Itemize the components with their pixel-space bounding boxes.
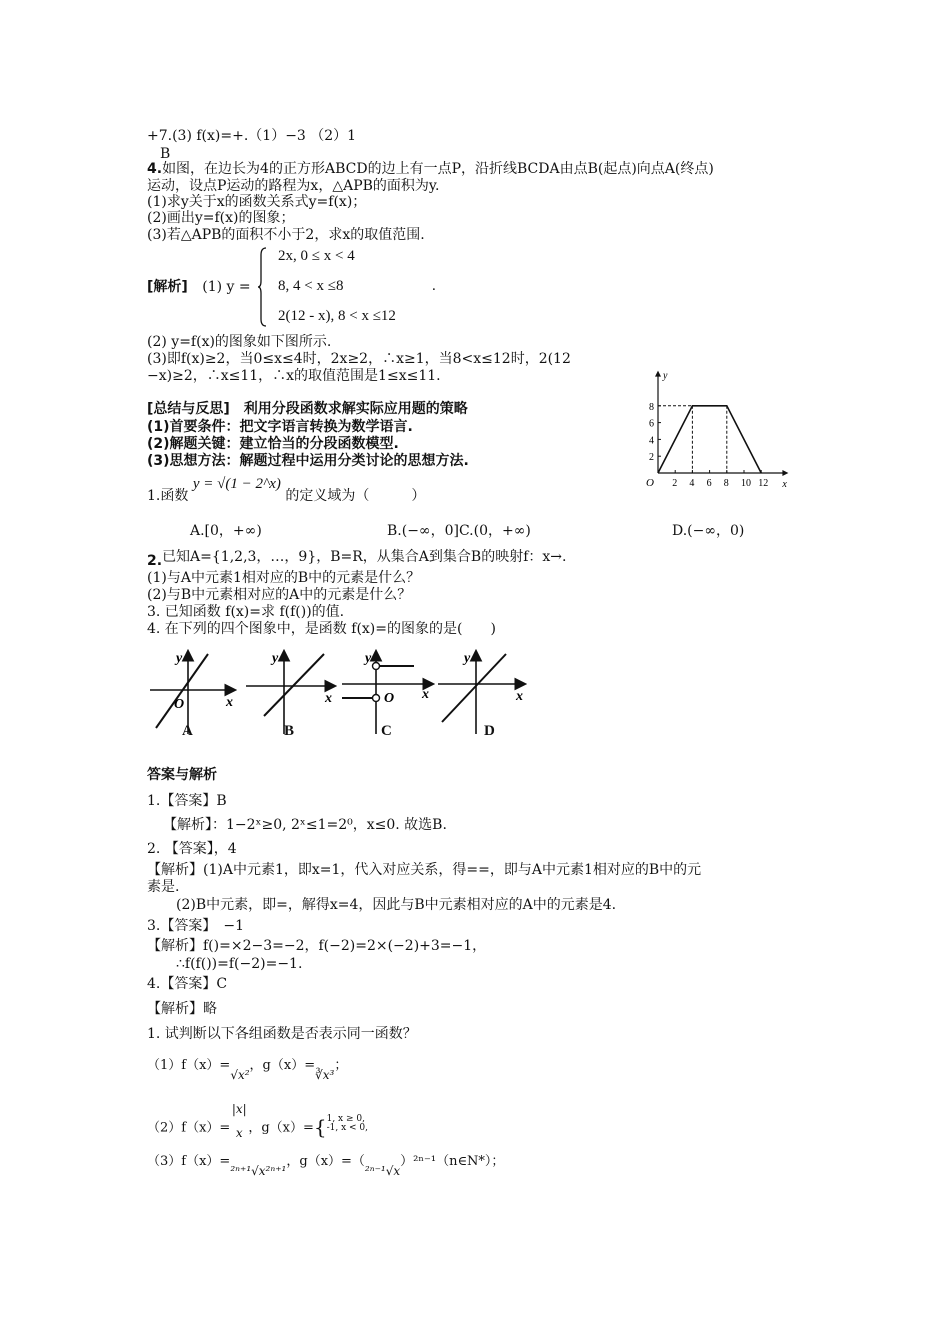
origin-label: O bbox=[646, 477, 654, 488]
graph-label-b: B bbox=[284, 723, 295, 739]
y-tick-label: 2 bbox=[649, 452, 654, 464]
e1-p3-f: （3）f（x）= bbox=[147, 1154, 231, 1169]
solution-3-line-1: (3)即f(x)≥2，当0≤x≤4时，2x≥2，∴x≥1，当8<x≤12时，2(12 bbox=[147, 351, 571, 367]
e1-p1-g: ，g（x）= bbox=[249, 1058, 316, 1073]
piece-1: 2x, 0 ≤ x < 4 bbox=[278, 248, 355, 264]
e1-p3-g: ，g（x）=（ bbox=[286, 1154, 365, 1169]
e1-p2-case1: 1, x ≥ 0, bbox=[326, 1114, 365, 1124]
y-tick-label: 4 bbox=[649, 435, 654, 447]
x-tick-label: 6 bbox=[706, 478, 712, 488]
answer-3: 3.【答案】 −1 bbox=[147, 918, 244, 934]
solution-tag: [解析] bbox=[147, 279, 188, 295]
summary-title: [总结与反思] 利用分段函数求解实际应用题的策略 bbox=[147, 401, 468, 417]
svg-text:y: y bbox=[365, 651, 372, 666]
problem-4-part-3: (3)若△APB的面积不小于2，求x的取值范围. bbox=[147, 227, 425, 243]
summary-1: (1)首要条件：把文字语言转换为数学语言. bbox=[147, 419, 413, 435]
e1-p2-f: （2）f（x）= bbox=[147, 1120, 231, 1136]
y-axis-arrow bbox=[655, 371, 661, 377]
q1-stem bbox=[147, 476, 426, 505]
answer-1-exp: 【解析】：1−2ˣ≥0, 2ˣ≤1=2⁰，x≤0. 故选B. bbox=[163, 817, 447, 833]
svg-text:y: y bbox=[464, 651, 471, 666]
q1-formula: y = √(1 − 2^x) bbox=[192, 476, 281, 492]
e1-p3-end: ）²ⁿ⁻¹（n∈N*）； bbox=[400, 1154, 505, 1169]
solution-2: (2) y=f(x)的图象如下图所示. bbox=[147, 334, 332, 350]
piece-3: 2(12 - x), 8 < x ≤12 bbox=[278, 308, 396, 324]
exercise-1-part-3 bbox=[147, 1152, 505, 1178]
solution-3-line-2: −x)≥2，∴x≤11，∴x的取值范围是1≤x≤11. bbox=[147, 368, 441, 384]
svg-text:y: y bbox=[272, 651, 279, 666]
answer-4: 4.【答案】C bbox=[147, 976, 228, 992]
svg-text:O: O bbox=[174, 697, 185, 712]
problem-4-part-1: (1)求y关于x的函数关系式y=f(x)； bbox=[147, 194, 367, 210]
svg-text:O: O bbox=[384, 691, 395, 706]
y-tick-label: 6 bbox=[649, 418, 654, 430]
svg-text:x: x bbox=[422, 687, 429, 702]
problem-text: 如图，在边长为4的正方形ABCD的边上有一点P，沿折线BCDA由点B(起点)向点A(终点) bbox=[162, 161, 714, 177]
problem-4-line-1 bbox=[147, 160, 714, 178]
option-bc: B.(−∞，0]C.(0，+∞) bbox=[387, 523, 531, 539]
graph-label-c: C bbox=[381, 723, 392, 739]
graph-c bbox=[342, 651, 432, 734]
line-01: +7.(3) f(x)=+.（1）−3 （2）1 bbox=[147, 128, 357, 144]
graph-label-a: A bbox=[182, 723, 193, 739]
e1-p2-frac bbox=[230, 1102, 248, 1146]
x-tick-label: 2 bbox=[672, 478, 678, 488]
summary-2: (2)解题关键：建立恰当的分段函数模型. bbox=[147, 436, 399, 452]
x-tick-label: 8 bbox=[723, 478, 729, 488]
answers-title: 答案与解析 bbox=[147, 767, 217, 783]
problem-number: 4. bbox=[147, 161, 163, 177]
q2-part-1: (1)与A中元素1相对应的B中的元素是什么？ bbox=[147, 570, 421, 586]
line-02: B bbox=[160, 146, 171, 162]
svg-text:x: x bbox=[516, 689, 523, 704]
e1-p2-den: x bbox=[235, 1126, 243, 1140]
answer-1: 1.【答案】B bbox=[147, 793, 227, 809]
q3-stem: 3. 已知函数 f(x)=求 f(f())的值. bbox=[147, 604, 345, 620]
e1-p1-f: （1）f（x）= bbox=[147, 1058, 231, 1073]
q2-number: 2. bbox=[147, 553, 163, 569]
x-axis-label: x bbox=[782, 479, 787, 488]
piece-end: . bbox=[432, 278, 436, 294]
graph-a bbox=[150, 651, 234, 734]
svg-text:y: y bbox=[176, 651, 183, 666]
trapezoid-chart bbox=[640, 368, 800, 488]
svg-text:x: x bbox=[226, 695, 233, 710]
problem-4-part-2: (2)画出y=f(x)的图象； bbox=[147, 210, 295, 226]
q1-prefix: 1.函数 bbox=[147, 488, 189, 504]
four-graphs-figure bbox=[146, 646, 536, 746]
summary-3: (3)思想方法：解题过程中运用分类讨论的思想方法. bbox=[147, 453, 469, 469]
graph-label-d: D bbox=[484, 723, 495, 739]
answer-3-exp-1: 【解析】f()=×2−3=−2，f(−2)=2×(−2)+3=−1， bbox=[147, 938, 487, 954]
answer-2-exp-3: (2)B中元素，即=，解得x=4，因此与B中元素相对应的A中的元素是4. bbox=[176, 897, 617, 913]
answer-2-exp-2: 素是. bbox=[147, 879, 180, 895]
svg-text:x: x bbox=[325, 691, 332, 706]
answer-4-exp: 【解析】略 bbox=[147, 1001, 217, 1017]
function-graph bbox=[658, 406, 761, 473]
answer-3-exp-2: ∴f(f())=f(−2)=−1. bbox=[176, 956, 303, 972]
y-axis-label: y bbox=[663, 370, 668, 382]
problem-4-line-2: 运动，设点P运动的路程为x，△APB的面积为y. bbox=[147, 178, 440, 194]
e1-p1-end: ； bbox=[334, 1058, 348, 1073]
e1-p2-brace: { bbox=[313, 1114, 327, 1139]
solution-label bbox=[147, 278, 251, 296]
e1-p2-case2: -1, x < 0, bbox=[326, 1123, 369, 1133]
y-tick-label: 8 bbox=[649, 401, 654, 413]
graph-d bbox=[438, 651, 524, 734]
piece-2: 8, 4 < x ≤8 bbox=[278, 278, 344, 294]
q1-suffix: 的定义域为（ ） bbox=[285, 488, 426, 504]
q2-stem bbox=[147, 548, 567, 569]
x-tick-label: 4 bbox=[689, 478, 695, 488]
q4-stem: 4. 在下列的四个图象中，是函数 f(x)=的图象的是( ) bbox=[147, 621, 496, 637]
e1-p2-cases bbox=[327, 1115, 368, 1133]
q2-part-2: (2)与B中元素相对应的A中的元素是什么？ bbox=[147, 587, 412, 603]
e1-p2-g: ，g（x）= bbox=[248, 1120, 314, 1136]
exercise-1-part-2 bbox=[147, 1102, 369, 1146]
e1-p1-g-formula: ∛x³ bbox=[315, 1068, 335, 1082]
option-a: A.[0，+∞) bbox=[190, 523, 262, 539]
exercise-1-part-1 bbox=[147, 1056, 348, 1082]
q2-text: 已知A={1,2,3，…，9}，B=R，从集合A到集合B的映射f：x→. bbox=[162, 549, 567, 565]
solution-y-eq: (1) y = bbox=[202, 279, 251, 295]
exercise-1-stem: 1. 试判断以下各组函数是否表示同一函数？ bbox=[147, 1026, 417, 1042]
e1-p3-g-formula: ²ⁿ⁻¹√x bbox=[364, 1164, 401, 1178]
piecewise-brace bbox=[257, 247, 267, 327]
answer-2-exp-1: 【解析】(1)A中元素1，即x=1，代入对应关系，得==，即与A中元素1相对应的B中的元 bbox=[147, 862, 702, 878]
option-d: D.(−∞，0) bbox=[672, 523, 745, 539]
x-axis-arrow bbox=[782, 470, 788, 476]
e1-p2-num: |x| bbox=[231, 1102, 247, 1116]
graph-b bbox=[246, 651, 334, 734]
x-tick-label: 10 bbox=[741, 478, 751, 488]
answer-2: 2. 【答案】，4 bbox=[147, 841, 237, 857]
e1-p1-f-formula: √x² bbox=[230, 1068, 250, 1082]
e1-p3-f-formula: ²ⁿ⁺¹√x²ⁿ⁺¹ bbox=[230, 1164, 287, 1178]
x-tick-label: 12 bbox=[758, 478, 769, 488]
